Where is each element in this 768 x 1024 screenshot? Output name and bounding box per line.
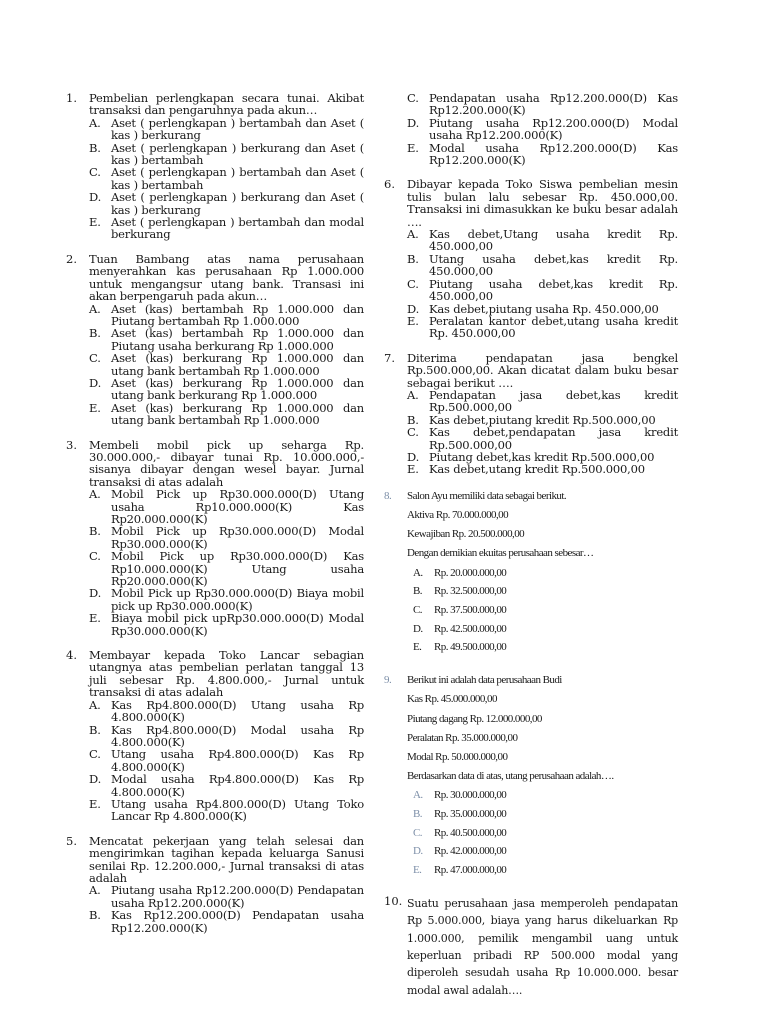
option-letter: E. — [413, 864, 422, 877]
option-letter: D. — [407, 115, 420, 130]
left-column — [66, 92, 364, 946]
answer-option[interactable] — [89, 216, 364, 241]
option-text: Pendapatan usaha Rp12.200.000(D) Kas Rp12.200.000(K) — [429, 91, 678, 118]
option-letter: D. — [89, 586, 102, 601]
option-letter: C. — [89, 165, 101, 180]
question-10 — [384, 895, 678, 999]
answer-option[interactable] — [407, 253, 678, 278]
option-letter: D. — [89, 375, 102, 390]
answer-option[interactable] — [89, 142, 364, 167]
answer-option[interactable] — [407, 228, 678, 253]
option-text: Aset (kas) berkurang Rp 1.000.000 dan utang bank bertambah Rp 1.000.000 — [111, 400, 364, 428]
question-number: 7. — [384, 350, 395, 365]
option-text: Kas Rp4.800.000(D) Utang usaha Rp 4.800.000(K) — [111, 697, 364, 725]
option-letter: B. — [89, 908, 101, 923]
answer-option[interactable] — [89, 724, 364, 749]
answer-option[interactable] — [407, 864, 678, 877]
right-column — [384, 92, 678, 1011]
option-text: Modal usaha Rp4.800.000(D) Kas Rp 4.800.000(K) — [111, 772, 364, 799]
option-text: Kas debet,piutang usaha Rp. 450.000,00 — [429, 301, 659, 316]
option-text: Kas debet,Utang usaha kredit Rp. 450.000,00 — [429, 227, 678, 254]
data-line: Modal Rp. 50.000.000,00 — [407, 751, 508, 764]
data-line: Kas Rp. 45.000.000,00 — [407, 693, 497, 706]
option-letter: C. — [407, 91, 419, 105]
option-text: Aset ( perlengkapan ) bertambah dan modal berkurang — [111, 215, 364, 242]
option-letter: E. — [89, 796, 101, 811]
answer-option[interactable] — [407, 585, 678, 598]
option-letter: A. — [89, 115, 101, 130]
answer-option[interactable] — [89, 909, 364, 934]
answer-option[interactable] — [407, 808, 678, 821]
answer-option[interactable] — [407, 567, 678, 580]
answer-option[interactable] — [407, 463, 678, 475]
option-letter: C. — [89, 351, 101, 366]
question-5-continued — [384, 92, 678, 166]
answer-option[interactable] — [407, 426, 678, 451]
option-letter: A. — [89, 697, 101, 712]
question-stem: Berikut ini adalah data perusahaan Budi — [407, 674, 562, 687]
option-letter: A. — [89, 883, 101, 898]
option-text: Aset ( perlengkapan ) bertambah dan Aset ( kas ) bertambah — [111, 165, 364, 192]
option-letter: A. — [407, 387, 419, 402]
option-text: Rp. 47.000.000,00 — [434, 864, 507, 877]
data-line: Piutang dagang Rp. 12.000.000,00 — [407, 712, 542, 725]
option-letter: C. — [413, 826, 422, 839]
option-letter: B. — [407, 412, 419, 427]
option-text: Aset ( perlengkapan ) berkurang dan Aset ( kas ) bertambah — [111, 140, 364, 168]
answer-option[interactable] — [89, 884, 364, 909]
option-letter: E. — [407, 313, 419, 328]
answer-option[interactable] — [89, 303, 364, 328]
option-text: Kas debet,piutang kredit Rp.500.000,00 — [429, 412, 656, 427]
answer-option[interactable] — [407, 315, 678, 340]
data-line: Kewajiban Rp. 20.500.000,00 — [407, 528, 525, 541]
option-text: Rp. 35.000.000,00 — [434, 808, 507, 821]
option-text: Kas Rp4.800.000(D) Modal usaha Rp 4.800.000(K) — [111, 722, 364, 749]
option-letter: E. — [413, 641, 422, 654]
option-text: Rp. 40.500.000,00 — [434, 826, 507, 839]
question-8 — [384, 490, 678, 655]
option-letter: A. — [407, 227, 419, 242]
answer-option[interactable] — [89, 402, 364, 427]
option-letter: B. — [89, 140, 101, 155]
option-letter: C. — [413, 603, 422, 616]
answer-option[interactable] — [407, 604, 678, 617]
option-text: Aset (kas) berkurang Rp 1.000.000 dan utang bank bertambah Rp 1.000.000 — [111, 351, 364, 378]
option-text: Rp. 49.500.000,00 — [434, 641, 507, 654]
option-text: Peralatan kantor debet,utang usaha kredit Rp. 450.000,00 — [429, 313, 678, 341]
question-number: 3. — [66, 437, 77, 452]
option-text: Rp. 37.500.000,00 — [434, 603, 507, 616]
option-text: Utang usaha Rp4.800.000(D) Utang Toko Lancar Rp 4.800.000(K) — [111, 796, 364, 824]
answer-option[interactable] — [407, 389, 678, 414]
answer-option[interactable] — [89, 166, 364, 191]
option-letter: D. — [407, 301, 420, 316]
question-stem: Membeli mobil pick up seharga Rp. 30.000.000,- dibayar tunai Rp. 10.000.000,-sisanya dibayar dengan wesel bayar. Jurnal transaksi di atas adalah — [89, 437, 364, 489]
option-letter: C. — [89, 747, 101, 762]
answer-option[interactable] — [89, 525, 364, 550]
option-letter: E. — [89, 215, 101, 230]
option-text: Rp. 42.500.000,00 — [434, 622, 507, 635]
option-text: Modal usaha Rp12.200.000(D) Kas Rp12.200.000(K) — [429, 140, 678, 168]
question-prompt: Dengan demikian ekuitas perusahaan sebesar… — [407, 547, 594, 560]
answer-option[interactable] — [89, 377, 364, 402]
answer-option[interactable] — [407, 789, 678, 802]
option-letter: A. — [413, 566, 423, 579]
option-letter: B. — [413, 585, 422, 598]
option-text: Aset (kas) berkurang Rp 1.000.000 dan utang bank berkurang Rp 1.000.000 — [111, 375, 364, 403]
option-letter: D. — [407, 449, 420, 464]
question-number: 8. — [384, 489, 392, 502]
option-letter: E. — [89, 400, 101, 415]
question-2 — [66, 253, 364, 427]
answer-option[interactable] — [89, 798, 364, 823]
question-stem: Tuan Bambang atas nama perusahaan menyerahkan kas perusahaan Rp 1.000.000 untuk mengangsur utang bank. Transasi ini akan berpengaruh pada akun… — [89, 251, 364, 304]
option-letter: E. — [89, 611, 101, 626]
data-line: Peralatan Rp. 35.000.000,00 — [407, 731, 518, 744]
option-text: Aset (kas) bertambah Rp 1.000.000 dan Piutang usaha berkurang Rp 1.000.000 — [111, 326, 364, 353]
option-text: Pendapatan jasa debet,kas kredit Rp.500.000,00 — [429, 387, 678, 415]
answer-option[interactable] — [89, 699, 364, 724]
option-letter: A. — [413, 789, 423, 802]
answer-option[interactable] — [89, 191, 364, 216]
option-letter: B. — [89, 722, 101, 737]
question-stem: Membayar kepada Toko Lancar sebagian utangnya atas pembelian perlatan tanggal 13 juli sebesar Rp. 4.800.000,- Jurnal untuk transaksi di atas adalah — [89, 648, 364, 700]
option-text: Aset ( perlengkapan ) berkurang dan Aset ( kas ) berkurang — [111, 190, 364, 217]
question-6 — [384, 178, 678, 339]
question-1 — [66, 92, 364, 241]
answer-option[interactable] — [89, 587, 364, 612]
option-letter: C. — [407, 276, 419, 291]
answer-option[interactable] — [407, 623, 678, 636]
question-stem: Mencatat pekerjaan yang telah selesai dan mengirimkan tagihan kepada keluarga Sanusi senilai Rp. 12.200.000,- Jurnal transaksi di atas adalah — [89, 833, 364, 885]
question-number: 1. — [66, 91, 77, 105]
option-letter: C. — [89, 549, 101, 564]
option-text: Mobil Pick up Rp30.000.000(D) Utang usaha Rp10.000.000(K) Kas Rp20.000.000(K) — [111, 487, 364, 526]
option-text: Mobil Pick up Rp30.000.000(D) Kas Rp10.000.000(K) Utang usaha Rp20.000.000(K) — [111, 549, 364, 589]
option-text: Rp. 42.000.000,00 — [434, 845, 507, 858]
option-text: Rp. 30.000.000,00 — [434, 789, 507, 802]
option-letter: A. — [89, 487, 101, 502]
answer-option[interactable] — [89, 550, 364, 587]
option-letter: A. — [89, 301, 101, 316]
option-text: Piutang usaha Rp12.200.000(D) Pendapatan usaha Rp12.200.000(K) — [111, 883, 364, 910]
option-text: Rp. 20.000.000,00 — [434, 566, 507, 579]
data-line: Aktiva Rp. 70.000.000,00 — [407, 508, 509, 521]
option-letter: D. — [413, 622, 423, 635]
option-text: Aset ( perlengkapan ) bertambah dan Aset ( kas ) berkurang — [111, 115, 364, 143]
answer-option[interactable] — [407, 92, 678, 117]
option-text: Piutang usaha Rp12.200.000(D) Modal usaha Rp12.200.000(K) — [429, 115, 678, 143]
question-prompt: Berdasarkan data di atas, utang perusahaan adalah…. — [407, 770, 614, 783]
question-3 — [66, 439, 364, 638]
question-9 — [384, 674, 678, 877]
option-text: Kas Rp12.200.000(D) Pendapatan usaha Rp12.200.000(K) — [111, 908, 364, 935]
option-text: Kas debet,utang kredit Rp.500.000,00 — [429, 462, 645, 477]
question-stem: Suatu perusahaan jasa memperoleh pendapatan Rp 5.000.000, biaya yang harus dikeluarkan Rp 1.000.000, pemilik mengambil uang untuk keperluan pribadi RP 500.000 modal yang diperoleh sesudah usaha Rp 10.000.000. besar modal awal adalah…. — [407, 897, 678, 997]
question-stem: Pembelian perlengkapan secara tunai. Akibat transaksi dan pengaruhnya pada akun… — [89, 91, 364, 118]
question-number: 5. — [66, 833, 77, 848]
option-text: Piutang debet,kas kredit Rp.500.000,00 — [429, 449, 655, 464]
question-stem: Dibayar kepada Toko Siswa pembelian mesin tulis bulan lalu sebesar Rp. 450.000,00. Transaksi ini dimasukkan ke buku besar adalah …. — [407, 177, 678, 229]
answer-option[interactable] — [89, 612, 364, 637]
answer-option[interactable] — [89, 352, 364, 377]
option-text: Utang usaha debet,kas kredit Rp. 450.000,00 — [429, 251, 678, 279]
option-letter: C. — [407, 425, 419, 440]
option-text: Kas debet,pendapatan jasa kredit Rp.500.000,00 — [429, 425, 678, 452]
answer-option[interactable] — [407, 641, 678, 654]
question-number: 10. — [384, 894, 403, 909]
answer-option[interactable] — [89, 773, 364, 798]
question-number: 2. — [66, 251, 77, 266]
option-letter: E. — [407, 462, 419, 477]
answer-option[interactable] — [407, 827, 678, 840]
option-letter: B. — [407, 251, 419, 266]
option-text: Aset (kas) bertambah Rp 1.000.000 dan Piutang bertambah Rp 1.000.000 — [111, 301, 364, 328]
answer-option[interactable] — [89, 117, 364, 142]
question-stem: Diterima pendapatan jasa bengkel Rp.500.000,00. Akan dicatat dalam buku besar sebagai berikut …. — [407, 350, 678, 390]
answer-option[interactable] — [89, 748, 364, 773]
question-7 — [384, 352, 678, 476]
option-letter: B. — [413, 808, 422, 821]
option-text: Piutang usaha debet,kas kredit Rp. 450.000,00 — [429, 276, 678, 304]
answer-option[interactable] — [407, 117, 678, 142]
option-letter: E. — [407, 140, 419, 155]
question-5 — [66, 835, 364, 934]
option-letter: D. — [413, 845, 423, 858]
option-text: Rp. 32.500.000,00 — [434, 585, 507, 598]
question-number: 9. — [384, 674, 392, 687]
answer-option[interactable] — [89, 327, 364, 352]
option-text: Mobil Pick up Rp30.000.000(D) Modal Rp30.000.000(K) — [111, 524, 364, 551]
question-stem: Salon Ayu memiliki data sebagai berikut. — [407, 489, 567, 502]
option-letter: D. — [89, 772, 102, 787]
answer-option[interactable] — [407, 142, 678, 167]
option-letter: B. — [89, 524, 101, 539]
option-letter: B. — [89, 326, 101, 341]
option-text: Mobil Pick up Rp30.000.000(D) Biaya mobil pick up Rp30.000.000(K) — [111, 586, 364, 613]
option-letter: D. — [89, 190, 102, 205]
option-text: Utang usaha Rp4.800.000(D) Kas Rp 4.800.000(K) — [111, 747, 364, 774]
answer-option[interactable] — [407, 278, 678, 303]
answer-option[interactable] — [89, 488, 364, 525]
option-text: Biaya mobil pick upRp30.000.000(D) Modal Rp30.000.000(K) — [111, 611, 364, 638]
answer-option[interactable] — [407, 845, 678, 858]
question-number: 6. — [384, 177, 395, 192]
question-number: 4. — [66, 648, 77, 663]
question-4 — [66, 649, 364, 823]
